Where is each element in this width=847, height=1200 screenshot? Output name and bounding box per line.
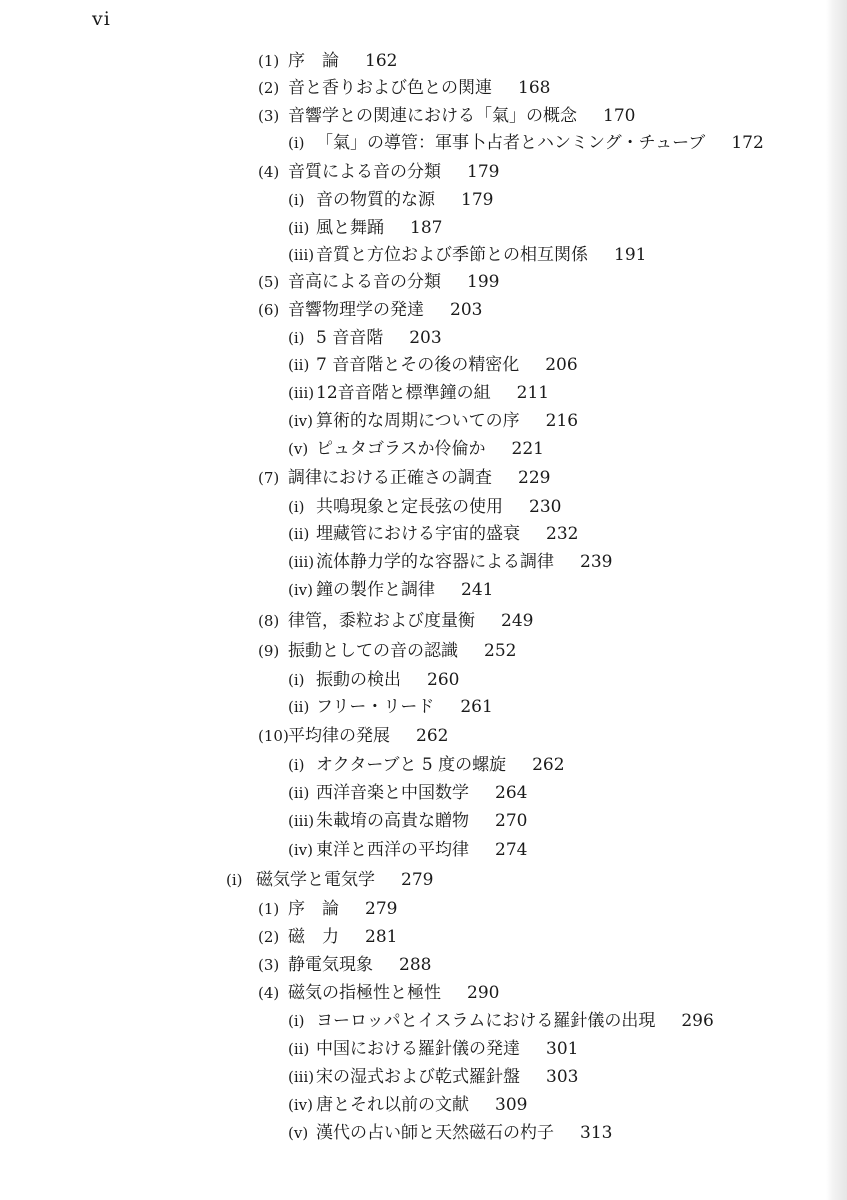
entry-number: (1) <box>258 52 280 70</box>
toc-entry <box>288 837 527 863</box>
entry-number: (ii) <box>288 784 310 802</box>
toc-entry <box>288 780 527 806</box>
entry-number: (iv) <box>288 581 313 599</box>
toc-entry <box>288 521 578 547</box>
entry-page: 279 <box>401 870 434 890</box>
toc-entry <box>288 549 612 575</box>
entry-number: (ii) <box>288 219 310 237</box>
entry-page: 262 <box>532 755 565 775</box>
entry-number: (i) <box>288 756 305 774</box>
entry-title: 音響物理学の発達 <box>288 300 424 320</box>
toc-entry <box>258 465 550 491</box>
entry-page: 168 <box>518 78 551 98</box>
toc-entry <box>258 924 397 950</box>
entry-page: 179 <box>461 190 494 210</box>
entry-title: オクターブと 5 度の螺旋 <box>316 755 507 775</box>
entry-title: 音高による音の分類 <box>288 272 441 292</box>
entry-page: 262 <box>416 726 449 746</box>
entry-title: 音響学との関連における「氣」の概念 <box>288 106 577 126</box>
toc-entry <box>258 75 550 101</box>
entry-page: 296 <box>681 1011 714 1031</box>
entry-number: (ii) <box>288 698 310 716</box>
toc-entry <box>288 577 493 603</box>
entry-number: (iii) <box>288 384 315 402</box>
entry-title: 12音音階と標準鐘の組 <box>316 383 491 403</box>
entry-page: 162 <box>365 51 398 71</box>
entry-number: (v) <box>288 1124 309 1142</box>
toc-entry <box>288 752 565 778</box>
page-number: vi <box>92 8 111 30</box>
entry-number: (iii) <box>288 812 315 830</box>
entry-number: (1) <box>258 900 280 918</box>
entry-number: (3) <box>258 956 280 974</box>
entry-title: 磁気学と電気学 <box>256 870 375 890</box>
entry-title: 律管，黍粒および度量衡 <box>288 611 475 631</box>
entry-page: 290 <box>467 983 500 1003</box>
toc-entry <box>288 1092 527 1118</box>
entry-number: (3) <box>258 107 280 125</box>
entry-title: 鐘の製作と調律 <box>316 580 435 600</box>
entry-number: (iv) <box>288 412 313 430</box>
entry-title: 埋藏管における宇宙的盛衰 <box>316 524 520 544</box>
entry-page: 261 <box>460 697 493 717</box>
entry-title: 宋の湿式および乾式羅針盤 <box>316 1067 520 1087</box>
entry-title: 磁 力 <box>288 927 339 947</box>
toc-entry <box>258 269 499 295</box>
entry-title: 平均律の発展 <box>288 726 390 746</box>
entry-page: 187 <box>410 218 443 238</box>
toc-entry <box>288 215 442 241</box>
entry-title: 音の物質的な源 <box>316 190 435 210</box>
entry-title: 音と香りおよび色との関連 <box>288 78 492 98</box>
entry-number: (6) <box>258 301 280 319</box>
entry-number: (iii) <box>288 1068 315 1086</box>
toc-entry <box>288 494 561 520</box>
entry-page: 303 <box>546 1067 579 1087</box>
toc-entry <box>258 723 448 749</box>
entry-number: (2) <box>258 928 280 946</box>
entry-title: 朱載堉の高貴な贈物 <box>316 811 469 831</box>
toc-entry <box>288 130 764 156</box>
entry-title: 西洋音楽と中国数学 <box>316 783 469 803</box>
entry-page: 216 <box>545 411 579 431</box>
entry-page: 260 <box>427 670 460 690</box>
entry-number: (iv) <box>288 1096 313 1114</box>
entry-number: (i) <box>226 871 243 889</box>
entry-page: 229 <box>518 468 551 488</box>
toc-entry <box>288 667 459 693</box>
entry-page: 270 <box>495 811 528 831</box>
entry-page: 170 <box>603 106 636 126</box>
entry-page: 274 <box>495 840 528 860</box>
toc-entry <box>258 952 431 978</box>
entry-title: 静電気現象 <box>288 955 373 975</box>
entry-number: (4) <box>258 163 280 181</box>
toc-entry <box>288 408 578 434</box>
entry-page: 206 <box>545 355 578 375</box>
entry-title: 磁気の指極性と極性 <box>288 983 441 1003</box>
toc-entry <box>288 1120 612 1146</box>
toc-entry <box>288 187 493 213</box>
entry-title: 「氣」の導管：軍事卜占者とハンミング・チューブ <box>316 133 706 153</box>
entry-page: 199 <box>467 272 500 292</box>
toc-entry <box>288 242 646 268</box>
toc-entry <box>288 352 578 378</box>
entry-number: (i) <box>288 329 305 347</box>
entry-title: 唐とそれ以前の文献 <box>316 1095 469 1115</box>
entry-title: 音質と方位および季節との相互関係 <box>316 245 588 265</box>
toc-entry <box>288 325 442 351</box>
entry-page: 279 <box>365 899 398 919</box>
toc-entry <box>288 1064 578 1090</box>
entry-page: 221 <box>511 439 544 459</box>
entry-number: (4) <box>258 984 280 1002</box>
entry-page: 288 <box>399 955 432 975</box>
entry-title: 漢代の占い師と天然磁石の杓子 <box>316 1123 554 1143</box>
entry-number: (8) <box>258 612 280 630</box>
entry-number: (ii) <box>288 525 310 543</box>
entry-title: 序 論 <box>288 899 339 919</box>
entry-title: 調律における正確さの調査 <box>288 468 492 488</box>
entry-title: 風と舞踊 <box>316 218 384 238</box>
entry-number: (i) <box>288 1012 305 1030</box>
entry-number: (iii) <box>288 246 315 264</box>
toc-entry <box>258 159 499 185</box>
toc-entry <box>226 867 433 893</box>
entry-page: 203 <box>450 300 483 320</box>
entry-title: 序 論 <box>288 51 339 71</box>
entry-title: ピュタゴラスか伶倫か <box>316 439 486 459</box>
entry-number: (5) <box>258 273 280 291</box>
entry-page: 252 <box>484 641 517 661</box>
entry-page: 211 <box>516 383 550 403</box>
toc-entry <box>288 380 549 406</box>
entry-title: 振動としての音の認識 <box>288 641 458 661</box>
entry-page: 301 <box>546 1039 579 1059</box>
toc-entry <box>258 103 635 129</box>
entry-page: 264 <box>495 783 528 803</box>
toc-entry <box>258 608 533 634</box>
entry-page: 179 <box>467 162 500 182</box>
entry-number: (ii) <box>288 1040 310 1058</box>
toc-entry <box>288 808 527 834</box>
entry-page: 281 <box>365 927 398 947</box>
entry-page: 309 <box>495 1095 528 1115</box>
toc-entry <box>288 436 544 462</box>
entry-page: 313 <box>580 1123 613 1143</box>
entry-title: 流体静力学的な容器による調律 <box>316 552 554 572</box>
entry-title: 音質による音の分類 <box>288 162 441 182</box>
entry-number: (10) <box>258 727 289 745</box>
entry-number: (7) <box>258 469 280 487</box>
entry-number: (i) <box>288 134 305 152</box>
entry-title: フリー・リード <box>316 697 435 717</box>
entry-title: 中国における羅針儀の発達 <box>316 1039 520 1059</box>
entry-title: 算術的な周期についての序 <box>316 411 520 431</box>
entry-number: (iii) <box>288 553 315 571</box>
entry-page: 230 <box>529 497 562 517</box>
entry-page: 172 <box>731 133 764 153</box>
toc-entry <box>258 48 397 74</box>
entry-number: (i) <box>288 498 305 516</box>
entry-title: 7 音音階とその後の精密化 <box>316 355 520 375</box>
entry-page: 191 <box>614 245 647 265</box>
entry-number: (i) <box>288 671 305 689</box>
entry-title: 5 音音階 <box>316 328 384 348</box>
entry-page: 249 <box>501 611 534 631</box>
entry-number: (2) <box>258 79 280 97</box>
entry-page: 241 <box>461 580 494 600</box>
entry-title: 共鳴現象と定長弦の使用 <box>316 497 503 517</box>
toc-entry <box>288 1008 714 1034</box>
entry-title: ヨーロッパとイスラムにおける羅針儀の出現 <box>316 1011 656 1031</box>
entry-page: 203 <box>409 328 442 348</box>
entry-number: (i) <box>288 191 305 209</box>
toc-entry <box>258 980 499 1006</box>
toc-entry <box>258 638 516 664</box>
entry-number: (9) <box>258 642 280 660</box>
entry-number: (iv) <box>288 841 313 859</box>
toc-entry <box>288 694 493 720</box>
toc-entry <box>288 1036 578 1062</box>
toc-entry <box>258 896 397 922</box>
entry-title: 東洋と西洋の平均律 <box>316 840 469 860</box>
toc-entry <box>258 297 482 323</box>
entry-title: 振動の検出 <box>316 670 401 690</box>
entry-number: (v) <box>288 440 309 458</box>
entry-page: 232 <box>546 524 579 544</box>
entry-page: 239 <box>580 552 613 572</box>
entry-number: (ii) <box>288 356 310 374</box>
